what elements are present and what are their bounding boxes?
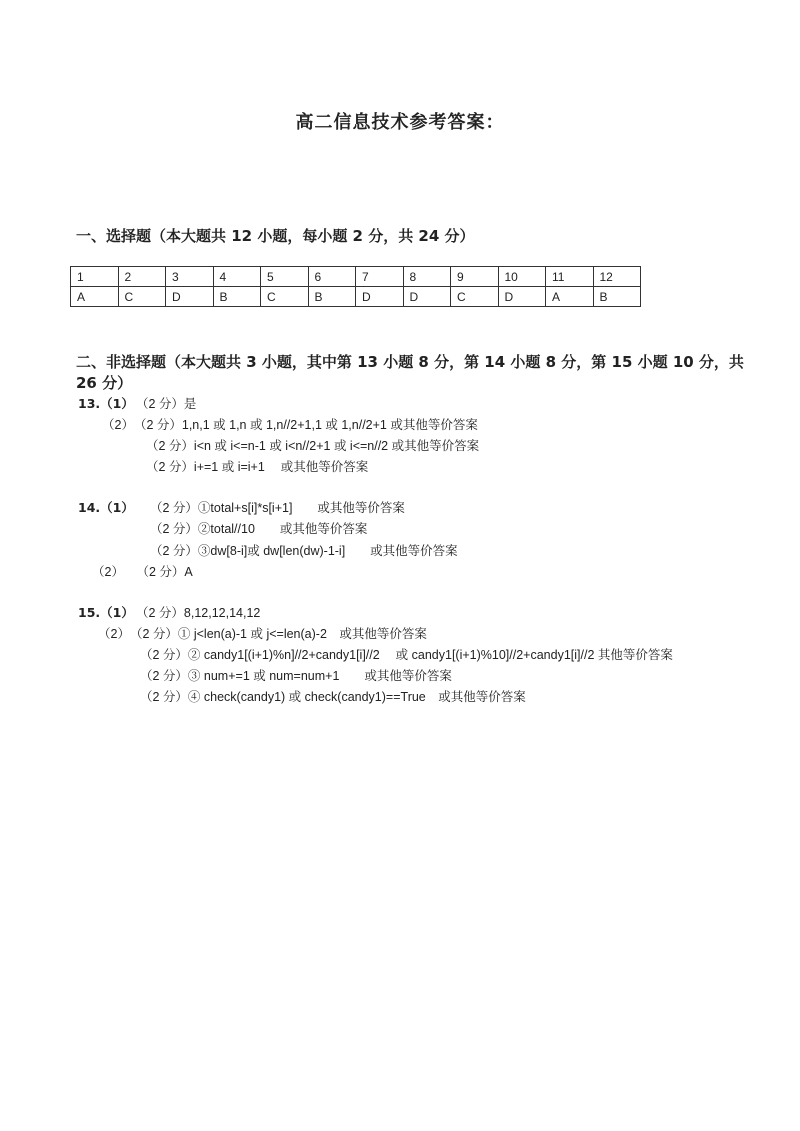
table-cell: C xyxy=(261,287,309,307)
table-cell: 2 xyxy=(118,267,166,287)
table-cell: B xyxy=(213,287,261,307)
answer-line: （2 分）①total+s[i]*s[i+1] 或其他等价答案 xyxy=(150,501,405,515)
answer-line: （2） （2 分）A xyxy=(92,565,193,579)
section-heading-multiple-choice: 一、选择题（本大题共 12 小题，每小题 2 分，共 24 分） xyxy=(76,227,475,245)
table-cell: A xyxy=(71,287,119,307)
table-cell: 10 xyxy=(498,267,546,287)
section-heading-free-response: 二、非选择题（本大题共 3 小题，其中第 13 小题 8 分，第 14 小题 8 分，第 15 小题 10 分，共 26 分） xyxy=(76,353,744,392)
table-cell: 3 xyxy=(166,267,214,287)
answer-line: （2 分）i<n 或 i<=n-1 或 i<n//2+1 或 i<=n//2 或其他等价答案 xyxy=(146,439,480,453)
answer-line: （2 分）8,12,12,14,12 xyxy=(136,606,261,620)
answer-line: （2 分）② candy1[(i+1)%n]//2+candy1[i]//2 或 candy1[(i+1)%10]//2+candy1[i]//2 其他等价答案 xyxy=(140,648,673,662)
table-cell: 9 xyxy=(451,267,499,287)
table-row-question-numbers xyxy=(71,267,641,287)
answer-line: （2 分）i+=1 或 i=i+1 或其他等价答案 xyxy=(146,460,369,474)
table-cell: 4 xyxy=(213,267,261,287)
table-cell: 5 xyxy=(261,267,309,287)
table-cell: D xyxy=(403,287,451,307)
table-cell: A xyxy=(546,287,594,307)
answer-line: （2） （2 分）① j<len(a)-1 或 j<=len(a)-2 或其他等价答案 xyxy=(98,627,427,641)
table-cell: D xyxy=(166,287,214,307)
table-cell: 12 xyxy=(593,267,641,287)
table-cell: B xyxy=(308,287,356,307)
answer-line: （2 分）③dw[8-i]或 dw[len(dw)-1-i] 或其他等价答案 xyxy=(150,544,458,558)
table-cell: 7 xyxy=(356,267,404,287)
table-cell: C xyxy=(451,287,499,307)
question-14-label: 14.（1） xyxy=(78,500,134,515)
table-cell: 11 xyxy=(546,267,594,287)
table-cell: D xyxy=(356,287,404,307)
question-15-label: 15.（1） xyxy=(78,605,134,620)
table-cell: 6 xyxy=(308,267,356,287)
question-13-label: 13.（1） xyxy=(78,396,134,411)
answer-line: （2 分）④ check(candy1) 或 check(candy1)==True 或其他等价答案 xyxy=(140,690,526,704)
multiple-choice-answer-table xyxy=(70,266,641,307)
table-cell: C xyxy=(118,287,166,307)
table-cell: B xyxy=(593,287,641,307)
answer-line: （2 分）②total//10 或其他等价答案 xyxy=(150,522,368,536)
answer-line: （2 分）③ num+=1 或 num=num+1 或其他等价答案 xyxy=(140,669,452,683)
page-title: 高二信息技术参考答案： xyxy=(295,112,505,133)
table-cell: 8 xyxy=(403,267,451,287)
answer-line: （2 分）是 xyxy=(136,397,197,411)
table-cell: 1 xyxy=(71,267,119,287)
answer-line: （2） （2 分）1,n,1 或 1,n 或 1,n//2+1,1 或 1,n//2+1 或其他等价答案 xyxy=(102,418,478,432)
table-row-answers xyxy=(71,287,641,307)
table-cell: D xyxy=(498,287,546,307)
